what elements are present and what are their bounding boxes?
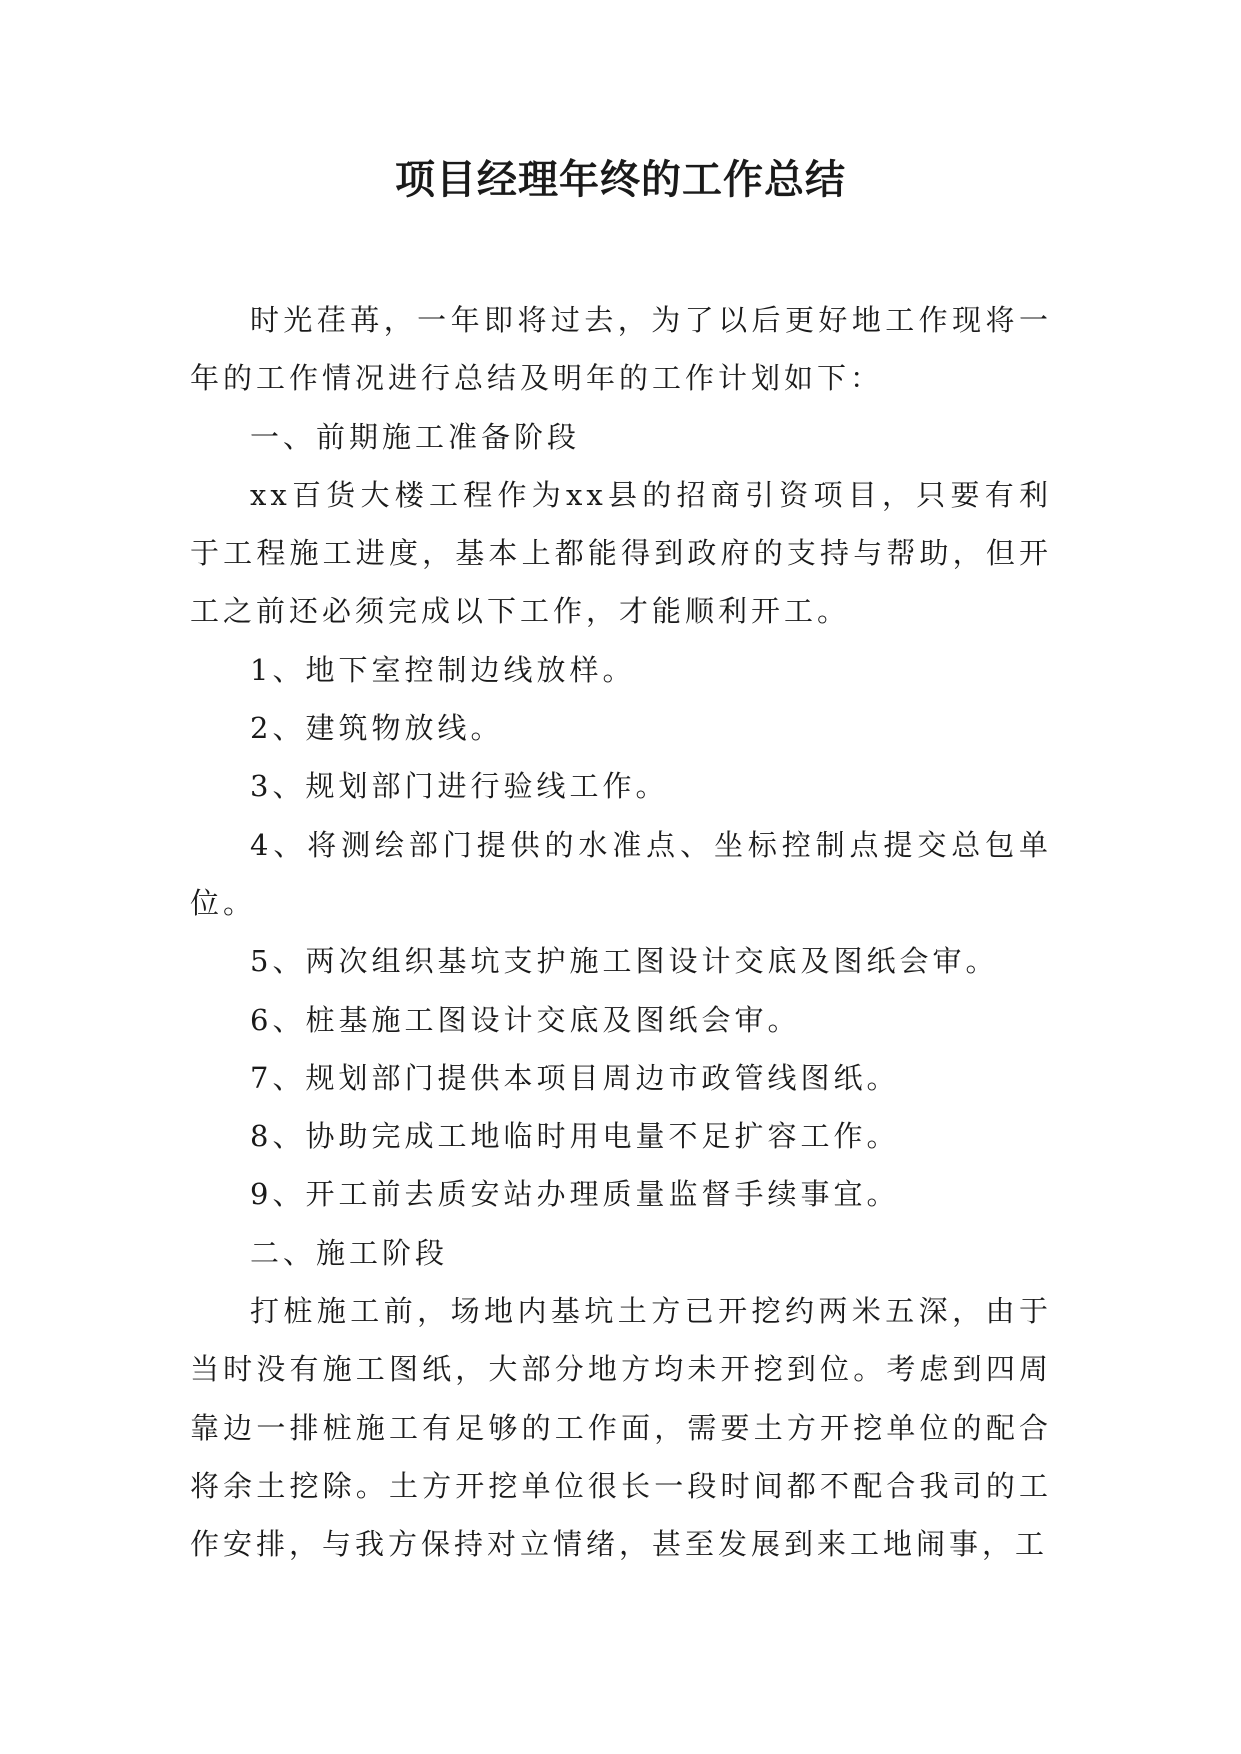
list-item-4: 4、将测绘部门提供的水准点、坐标控制点提交总包单位。 — [190, 827, 1052, 920]
section-heading-1: 一、前期施工准备阶段 — [250, 419, 581, 454]
list-item-6: 6、桩基施工图设计交底及图纸会审。 — [250, 1002, 801, 1037]
document-body — [190, 291, 1052, 1574]
paragraph-project: xx百货大楼工程作为xx县的招商引资项目，只要有利于工程施工进度，基本上都能得到政府的支持与帮助，但开工之前还必须完成以下工作，才能顺利开工。 — [190, 477, 1052, 629]
list-item-3: 3、规划部门进行验线工作。 — [250, 769, 669, 804]
paragraph-construction: 打桩施工前，场地内基坑土方已开挖约两米五深，由于当时没有施工图纸，大部分地方均未开挖到位。考虑到四周靠边一排桩施工有足够的工作面，需要土方开挖单位的配合将余土挖除。土方开挖单位很长一段时间都不配合我司的工作安排，与我方保持对立情绪，甚至发展到来工地闹事，工 — [190, 1294, 1052, 1562]
list-item-1: 1、地下室控制边线放样。 — [250, 652, 636, 687]
list-item-5: 5、两次组织基坑支护施工图设计交底及图纸会审。 — [250, 944, 999, 979]
list-item-7: 7、规划部门提供本项目周边市政管线图纸。 — [250, 1060, 900, 1095]
document-title: 项目经理年终的工作总结 — [395, 157, 846, 203]
list-item-9: 9、开工前去质安站办理质量监督手续事宜。 — [250, 1177, 900, 1212]
paragraph-intro: 时光荏苒，一年即将过去，为了以后更好地工作现将一年的工作情况进行总结及明年的工作计划如下： — [190, 303, 1052, 396]
list-item-2: 2、建筑物放线。 — [250, 711, 504, 746]
list-item-8: 8、协助完成工地临时用电量不足扩容工作。 — [250, 1119, 900, 1154]
section-heading-2: 二、施工阶段 — [250, 1235, 449, 1270]
